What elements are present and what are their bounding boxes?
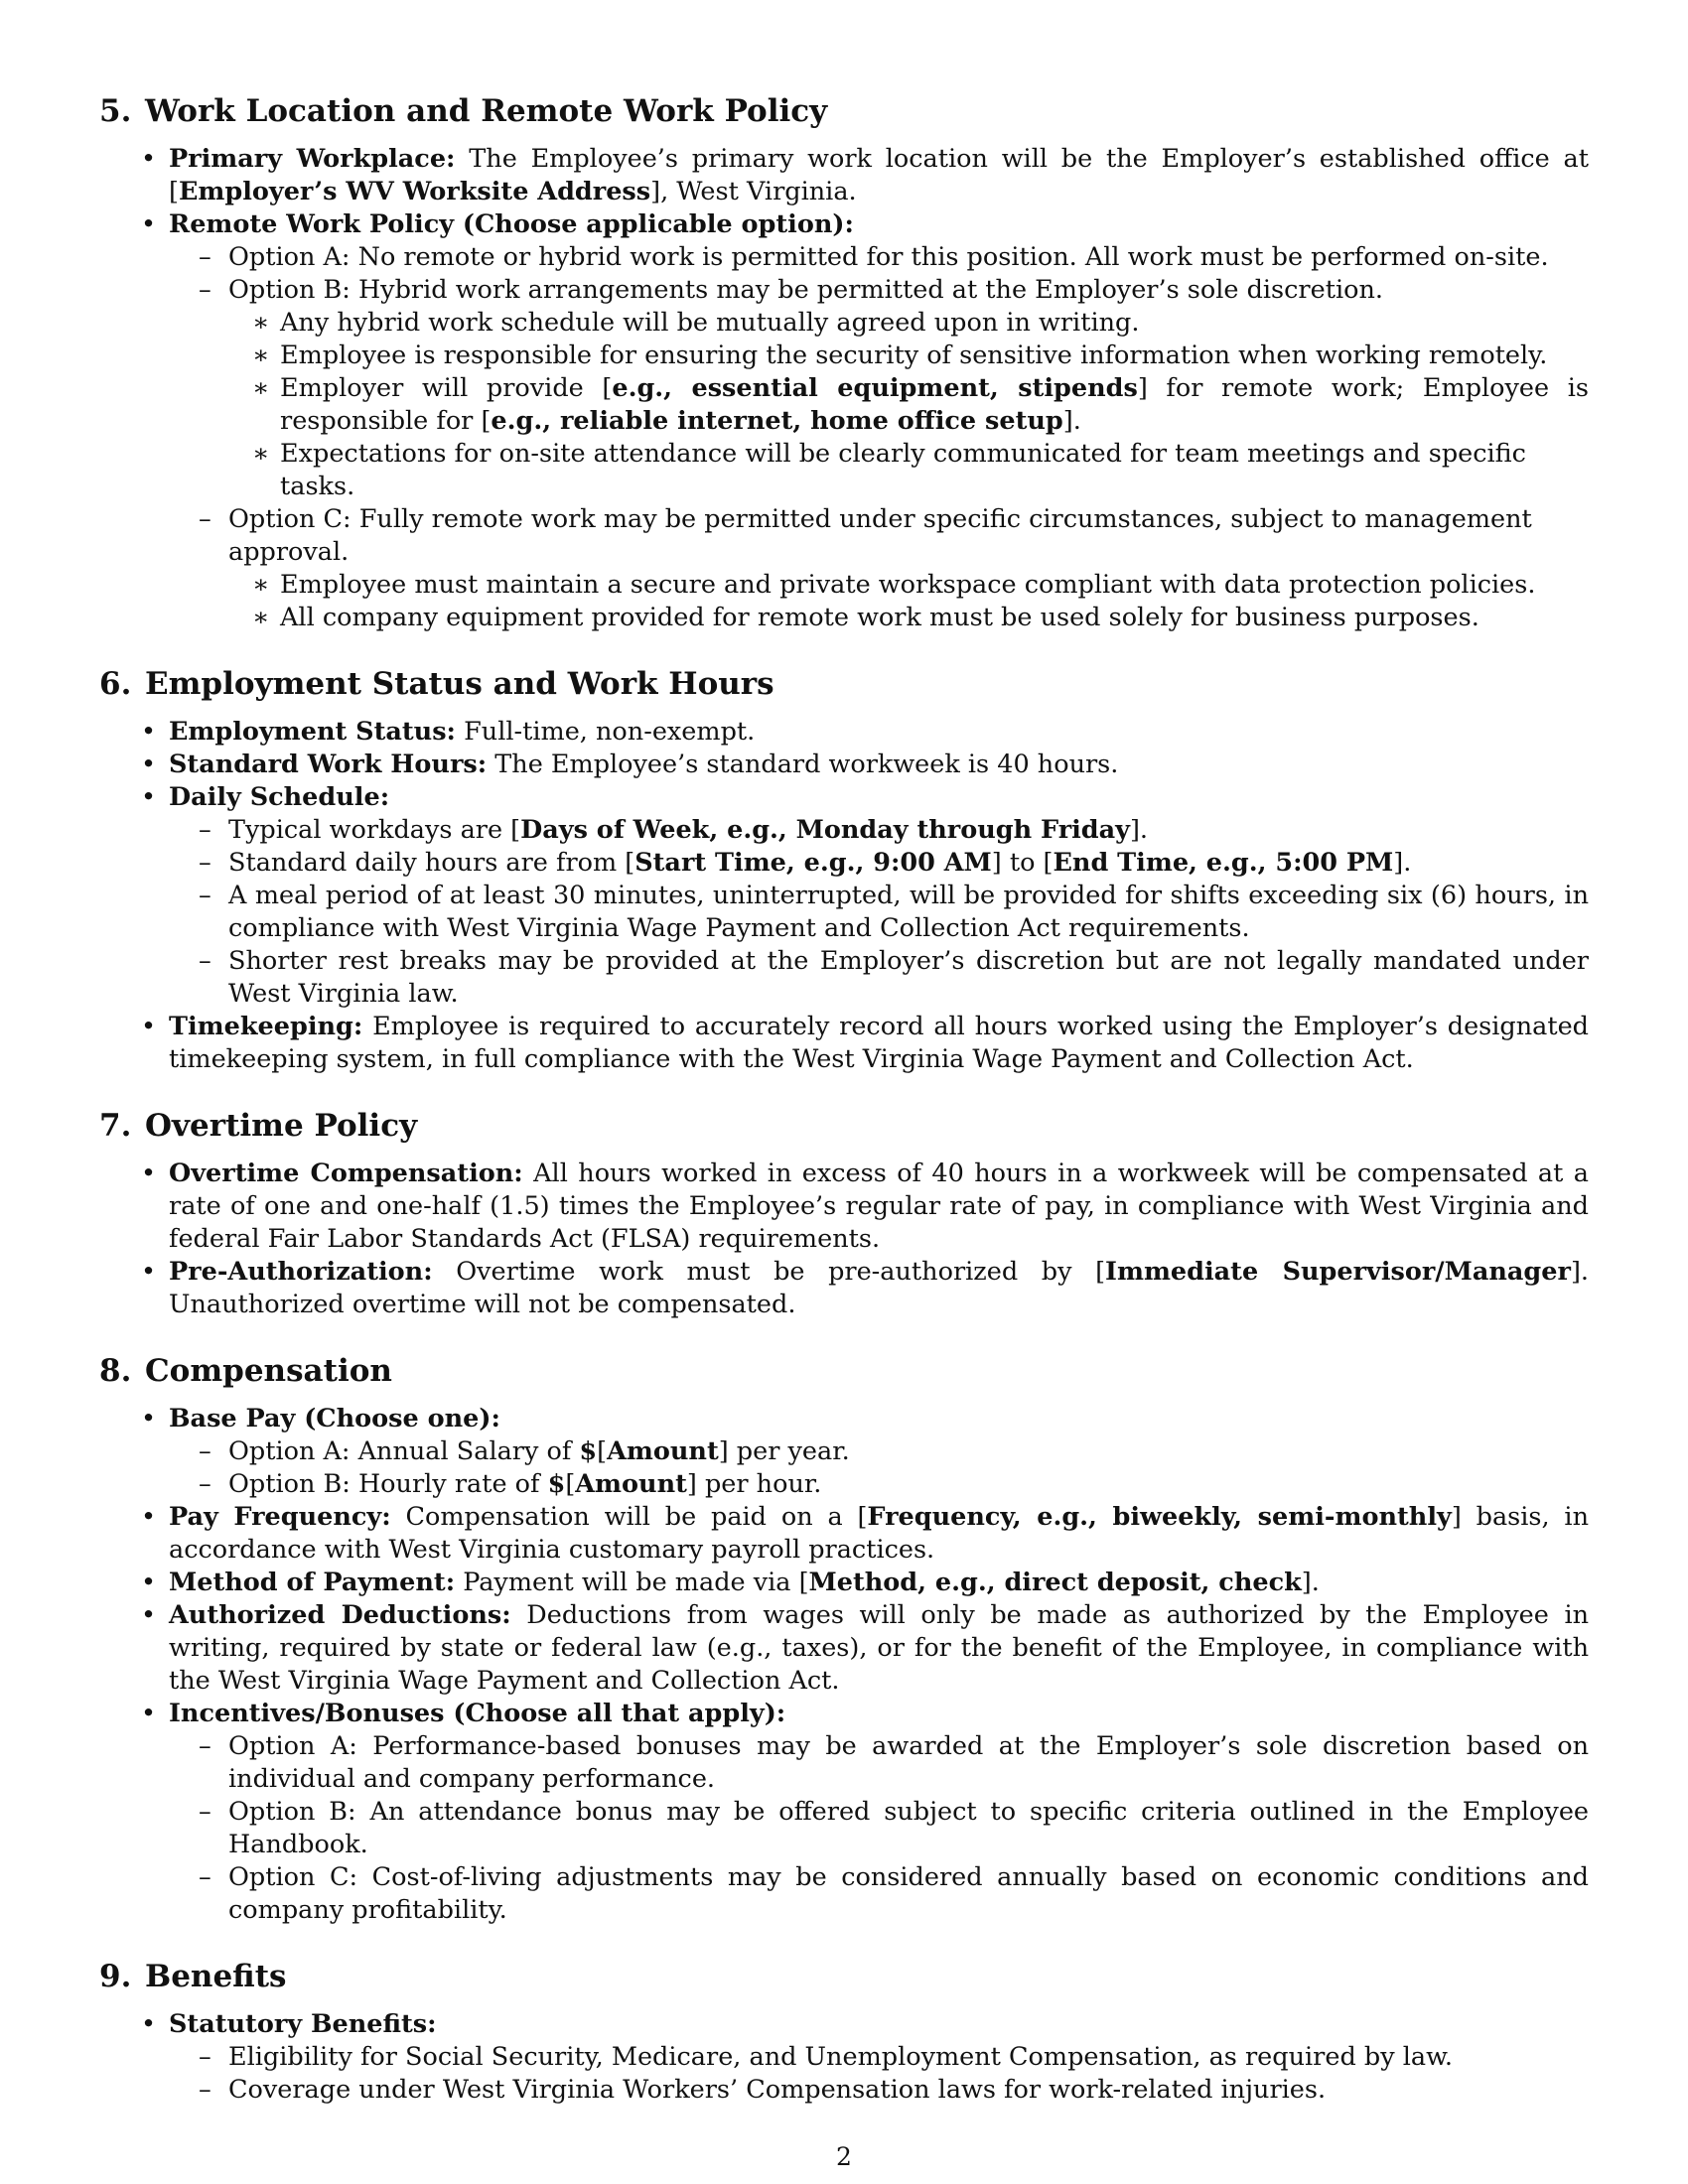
list-item: ∗ Any hybrid work schedule will be mutually agreed upon in writing. xyxy=(228,307,1589,340)
list-item xyxy=(169,274,1589,503)
item-text: Payment will be made via [ xyxy=(463,1568,809,1597)
sub-list xyxy=(169,241,1589,634)
placeholder-text: Amount xyxy=(607,1436,719,1466)
placeholder-text: Method, e.g., direct deposit, check xyxy=(808,1568,1302,1597)
item-label: Employment Status: xyxy=(169,717,456,747)
list-item: – Option A: No remote or hybrid work is permitted for this position. All work must be performed on-site. xyxy=(169,241,1589,274)
section-number: 6. xyxy=(99,666,132,702)
item-text: Deductions from wages will only be made as authorized by the Employee in writing, required by state or federal law (e.g., taxes), or for the benefit of the Employee, in compliance with the West Virginia Wage Payment and Collection Act. xyxy=(169,1600,1590,1696)
item-text: ]. xyxy=(1129,815,1149,845)
list-item xyxy=(228,372,1589,438)
page-number: 2 xyxy=(836,2142,852,2171)
list-item: ∗ All company equipment provided for remote work must be used solely for business purposes. xyxy=(228,602,1589,634)
item-text: [ xyxy=(565,1469,576,1499)
bullet-list xyxy=(99,1403,1589,1927)
section-work-location xyxy=(99,91,1589,634)
section-heading xyxy=(99,1106,1589,1146)
item-text: Option A: Annual Salary of xyxy=(228,1436,580,1466)
list-item: ∗ Employee is responsible for ensuring the security of sensitive information when working remotely. xyxy=(228,340,1589,372)
document-page xyxy=(99,91,1589,2107)
item-text: ]. xyxy=(1062,406,1081,436)
item-text: ] for remote work; Employee is responsible for [ xyxy=(280,373,1590,436)
item-label: Overtime Compensation: xyxy=(169,1159,523,1188)
section-compensation xyxy=(99,1351,1589,1927)
list-item xyxy=(99,2008,1589,2107)
section-title: Benefits xyxy=(145,1959,287,1994)
list-item: – Option C: Cost-of-living adjustments may be considered annually based on economic conditions and company profitability. xyxy=(169,1861,1589,1927)
list-item: ∗ Expectations for on-site attendance will be clearly communicated for team meetings and specific tasks. xyxy=(228,438,1589,503)
section-number: 9. xyxy=(99,1959,132,1994)
list-item xyxy=(99,1567,1589,1599)
item-label: Daily Schedule: xyxy=(169,782,390,812)
list-item xyxy=(99,1011,1589,1076)
item-text: ] per year. xyxy=(718,1436,850,1466)
sub-list xyxy=(169,1730,1589,1927)
list-item: – Shorter rest breaks may be provided at the Employer’s discretion but are not legally mandated under West Virginia law. xyxy=(169,945,1589,1011)
section-overtime xyxy=(99,1106,1589,1321)
section-title: Overtime Policy xyxy=(145,1108,418,1144)
placeholder-text: Employer’s WV Worksite Address xyxy=(178,177,651,206)
sub-list xyxy=(169,814,1589,1011)
list-item xyxy=(169,814,1589,847)
placeholder-text: Start Time, e.g., 9:00 AM xyxy=(634,848,992,878)
section-heading xyxy=(99,1351,1589,1391)
list-item xyxy=(99,1501,1589,1567)
item-text: Option B: Hourly rate of xyxy=(228,1469,548,1499)
item-label: Incentives/Bonuses (Choose all that apply): xyxy=(169,1699,786,1728)
section-title: Compensation xyxy=(145,1353,392,1389)
item-text: ], West Virginia. xyxy=(650,177,857,206)
bullet-list xyxy=(99,2008,1589,2107)
item-label: Primary Workplace: xyxy=(169,144,456,174)
item-text: Option B: Hybrid work arrangements may be permitted at the Employer’s sole discretion. xyxy=(228,275,1383,305)
list-item xyxy=(99,1158,1589,1256)
item-text: ] to [ xyxy=(991,848,1054,878)
item-text: [ xyxy=(597,1436,608,1466)
item-text: ] per hour. xyxy=(686,1469,822,1499)
currency-symbol: $ xyxy=(579,1436,598,1466)
section-number: 5. xyxy=(99,93,132,129)
bullet-list xyxy=(99,1158,1589,1321)
item-text: Option C: Fully remote work may be permitted under specific circumstances, subject to management approval. xyxy=(228,504,1532,567)
sub-list xyxy=(169,1435,1589,1501)
item-label: Remote Work Policy (Choose applicable option): xyxy=(169,209,854,239)
list-item xyxy=(99,781,1589,1011)
list-item xyxy=(99,143,1589,208)
list-item xyxy=(99,208,1589,634)
item-text: Full-time, non-exempt. xyxy=(464,717,756,747)
item-text: ]. xyxy=(1393,848,1412,878)
section-number: 7. xyxy=(99,1108,132,1144)
list-item xyxy=(169,1435,1589,1468)
list-item: ∗ Employee must maintain a secure and private workspace compliant with data protection policies. xyxy=(228,569,1589,602)
item-text: All hours worked in excess of 40 hours in a workweek will be compensated at a rate of one and one-half (1.5) times the Employee’s regular rate of pay, in compliance with West Virginia and federal Fair Labor Standards Act (FLSA) requirements. xyxy=(169,1159,1589,1254)
bullet-list xyxy=(99,143,1589,634)
item-text: Overtime work must be pre-authorized by [ xyxy=(456,1257,1106,1287)
list-item: – Option B: An attendance bonus may be offered subject to specific criteria outlined in the Employee Handbook. xyxy=(169,1796,1589,1861)
item-label: Authorized Deductions: xyxy=(169,1600,511,1630)
list-item xyxy=(99,1403,1589,1501)
list-item: – Eligibility for Social Security, Medicare, and Unemployment Compensation, as required by law. xyxy=(169,2041,1589,2074)
item-text: Compensation will be paid on a [ xyxy=(405,1502,868,1532)
item-text: Employer will provide [ xyxy=(280,373,613,403)
list-item xyxy=(99,1256,1589,1321)
placeholder-text: Frequency, e.g., biweekly, semi-monthly xyxy=(867,1502,1452,1532)
item-label: Timekeeping: xyxy=(169,1012,363,1041)
sub-sub-list xyxy=(228,307,1589,503)
item-label: Method of Payment: xyxy=(169,1568,456,1597)
section-employment-status xyxy=(99,664,1589,1076)
placeholder-text: End Time, e.g., 5:00 PM xyxy=(1053,848,1394,878)
placeholder-text: Immediate Supervisor/Manager xyxy=(1105,1257,1571,1287)
placeholder-text: e.g., essential equipment, stipends xyxy=(612,373,1138,403)
list-item xyxy=(169,503,1589,634)
list-item xyxy=(99,1599,1589,1698)
bullet-list xyxy=(99,716,1589,1076)
item-text: Typical workdays are [ xyxy=(228,815,521,845)
section-heading xyxy=(99,664,1589,704)
section-heading xyxy=(99,91,1589,131)
item-text: Standard daily hours are from [ xyxy=(228,848,635,878)
item-text: The Employee’s standard workweek is 40 hours. xyxy=(494,750,1119,779)
item-text: Employee is required to accurately record all hours worked using the Employer’s designated timekeeping system, in full compliance with the West Virginia Wage Payment and Collection Act. xyxy=(169,1012,1590,1074)
item-text: ]. Unauthorized overtime will not be compensated. xyxy=(169,1257,1589,1319)
item-label: Pre-Authorization: xyxy=(169,1257,433,1287)
item-text: The Employee’s primary work location will be the Employer’s established office at [ xyxy=(169,144,1589,206)
item-label: Base Pay (Choose one): xyxy=(169,1404,500,1433)
currency-symbol: $ xyxy=(547,1469,566,1499)
section-title: Employment Status and Work Hours xyxy=(145,666,774,702)
placeholder-text: Amount xyxy=(575,1469,687,1499)
list-item xyxy=(99,1698,1589,1927)
list-item: – Coverage under West Virginia Workers’ Compensation laws for work-related injuries. xyxy=(169,2074,1589,2107)
list-item xyxy=(169,1468,1589,1501)
section-benefits xyxy=(99,1957,1589,2107)
section-title: Work Location and Remote Work Policy xyxy=(145,93,828,129)
list-item xyxy=(99,749,1589,781)
item-label: Statutory Benefits: xyxy=(169,2009,437,2039)
section-number: 8. xyxy=(99,1353,132,1389)
item-label: Standard Work Hours: xyxy=(169,750,488,779)
sub-sub-list xyxy=(228,569,1589,634)
item-text: ] basis, in accordance with West Virginia customary payroll practices. xyxy=(169,1502,1590,1565)
list-item xyxy=(99,716,1589,749)
list-item xyxy=(169,847,1589,880)
sub-list xyxy=(169,2041,1589,2107)
placeholder-text: Days of Week, e.g., Monday through Friday xyxy=(520,815,1130,845)
section-heading xyxy=(99,1957,1589,1996)
list-item: – Option A: Performance-based bonuses may be awarded at the Employer’s sole discretion based on individual and company performance. xyxy=(169,1730,1589,1796)
placeholder-text: e.g., reliable internet, home office setup xyxy=(491,406,1063,436)
item-text: ]. xyxy=(1301,1568,1320,1597)
list-item: – A meal period of at least 30 minutes, uninterrupted, will be provided for shifts exceeding six (6) hours, in compliance with West Virginia Wage Payment and Collection Act requirements. xyxy=(169,880,1589,945)
item-label: Pay Frequency: xyxy=(169,1502,391,1532)
